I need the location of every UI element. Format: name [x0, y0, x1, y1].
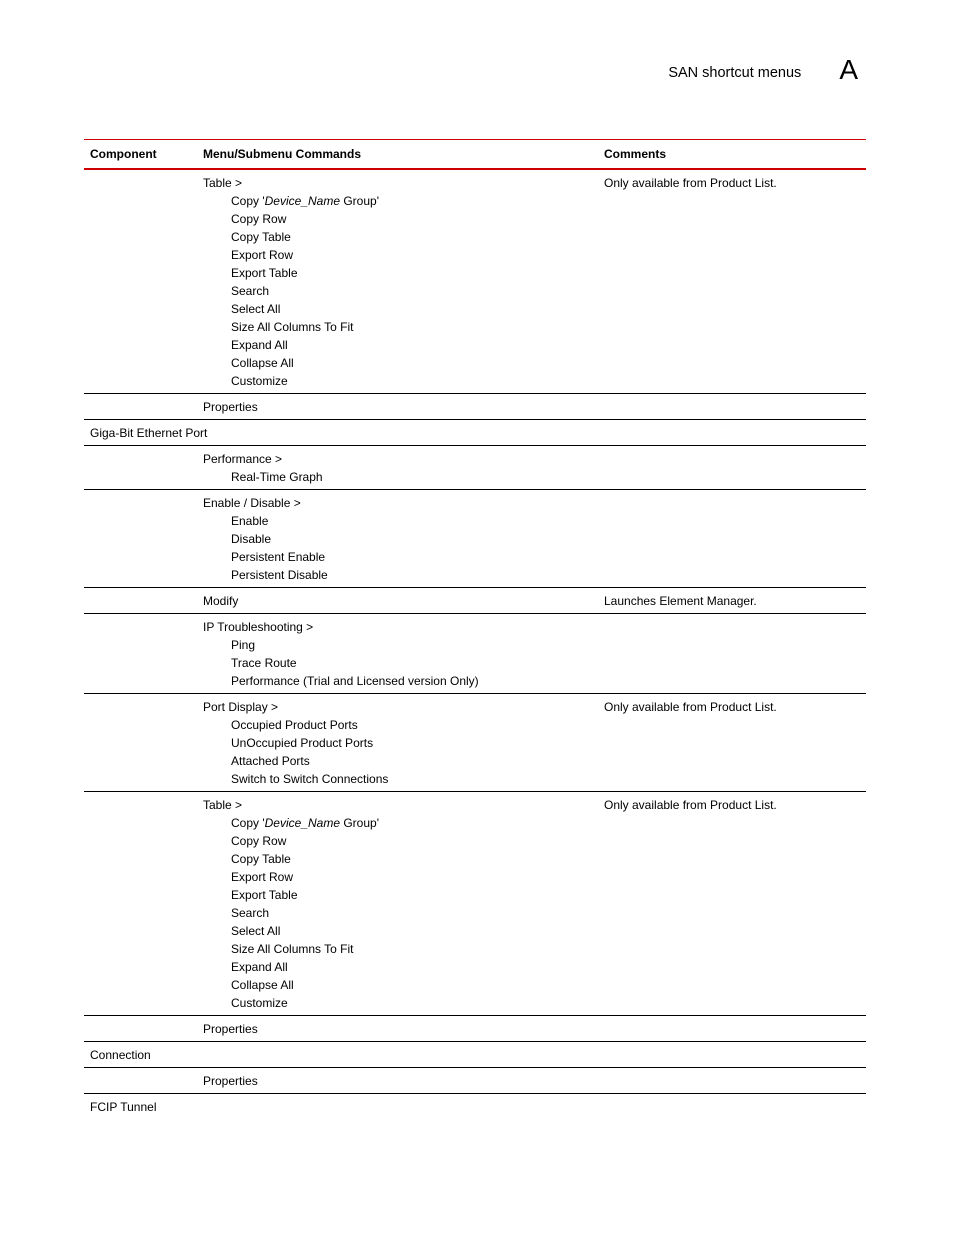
component-group-fcip-tunnel: FCIP Tunnel [90, 1100, 157, 1114]
comment-cell [598, 1068, 866, 1094]
submenu-item: UnOccupied Product Ports [231, 736, 374, 750]
component-cell [84, 394, 197, 420]
menu-title: Table > [203, 176, 243, 190]
commands-cell [197, 792, 598, 1016]
submenu-item: Trace Route [231, 656, 297, 670]
shortcut-menu-table [84, 139, 866, 1119]
table-row [84, 694, 866, 792]
submenu-item: Export Row [231, 870, 294, 884]
comment-cell [598, 394, 866, 420]
commands-cell: Properties [203, 1074, 258, 1088]
submenu-item: Export Table [231, 888, 298, 902]
table-row [84, 169, 866, 394]
table-row [84, 1042, 866, 1068]
submenu-item: Copy 'Device_Name Group' [231, 816, 379, 830]
submenu-item: Export Table [231, 266, 298, 280]
page-header [668, 56, 858, 84]
comment-cell: Only available from Product List. [604, 176, 777, 190]
appendix-letter: A [839, 54, 858, 85]
commands-cell [197, 490, 598, 588]
component-cell [84, 446, 197, 490]
menu-title: Performance > [203, 452, 283, 466]
table-row [84, 446, 866, 490]
submenu-item: Customize [231, 374, 288, 388]
submenu-item: Copy Row [231, 212, 287, 226]
component-cell [84, 1016, 197, 1042]
commands-cell [197, 694, 598, 792]
component-cell [84, 169, 197, 394]
submenu-item: Search [231, 906, 270, 920]
table-row [84, 588, 866, 614]
submenu-item: Size All Columns To Fit [231, 942, 354, 956]
commands-cell [197, 446, 598, 490]
menu-title: Port Display > [203, 700, 279, 714]
commands-cell: Properties [203, 400, 258, 414]
table-row [84, 1016, 866, 1042]
submenu-item: Expand All [231, 338, 288, 352]
column-header-commands: Menu/Submenu Commands [203, 147, 362, 161]
submenu-item: Attached Ports [231, 754, 310, 768]
comment-cell: Only available from Product List. [604, 798, 777, 812]
menu-title: Table > [203, 798, 243, 812]
component-cell [84, 588, 197, 614]
table-row [84, 394, 866, 420]
component-group-giga-bit-ethernet-port: Giga-Bit Ethernet Port [90, 426, 208, 440]
comment-cell [598, 490, 866, 588]
table-row [84, 1094, 866, 1120]
column-header-component: Component [90, 147, 157, 161]
table-row [84, 420, 866, 446]
comment-cell [598, 446, 866, 490]
component-cell [84, 614, 197, 694]
submenu-item: Persistent Enable [231, 550, 326, 564]
submenu-item: Customize [231, 996, 288, 1010]
column-header-comments: Comments [604, 147, 667, 161]
component-cell [84, 1068, 197, 1094]
component-cell [84, 490, 197, 588]
submenu-item: Size All Columns To Fit [231, 320, 354, 334]
component-group-connection: Connection [90, 1048, 151, 1062]
comment-cell: Launches Element Manager. [604, 594, 757, 608]
submenu-item: Copy 'Device_Name Group' [231, 194, 379, 208]
submenu-item: Select All [231, 302, 281, 316]
table-header-row [84, 140, 866, 170]
menu-title: Enable / Disable > [203, 496, 301, 510]
table-row [84, 490, 866, 588]
submenu-item: Enable [231, 514, 269, 528]
table-row [84, 614, 866, 694]
menu-title: IP Troubleshooting > [203, 620, 314, 634]
submenu-item: Expand All [231, 960, 288, 974]
submenu-item: Collapse All [231, 356, 294, 370]
comment-cell [598, 614, 866, 694]
commands-cell: Modify [203, 594, 239, 608]
submenu-item: Export Row [231, 248, 294, 262]
submenu-item: Copy Row [231, 834, 287, 848]
submenu-item: Real-Time Graph [231, 470, 323, 484]
submenu-item: Switch to Switch Connections [231, 772, 389, 786]
submenu-item: Search [231, 284, 270, 298]
component-cell [84, 792, 197, 1016]
submenu-item: Ping [231, 638, 256, 652]
submenu-item: Collapse All [231, 978, 294, 992]
submenu-item: Select All [231, 924, 281, 938]
table-row [84, 1068, 866, 1094]
submenu-item: Copy Table [231, 852, 291, 866]
submenu-item: Performance (Trial and Licensed version Only) [231, 674, 479, 688]
comment-cell: Only available from Product List. [604, 700, 777, 714]
commands-cell [197, 169, 598, 394]
submenu-item: Persistent Disable [231, 568, 328, 582]
comment-cell [598, 1016, 866, 1042]
submenu-item: Disable [231, 532, 272, 546]
section-title: SAN shortcut menus [668, 65, 802, 81]
table-row [84, 792, 866, 1016]
component-cell [84, 694, 197, 792]
submenu-item: Occupied Product Ports [231, 718, 358, 732]
commands-cell [197, 614, 598, 694]
submenu-item: Copy Table [231, 230, 291, 244]
commands-cell: Properties [203, 1022, 258, 1036]
